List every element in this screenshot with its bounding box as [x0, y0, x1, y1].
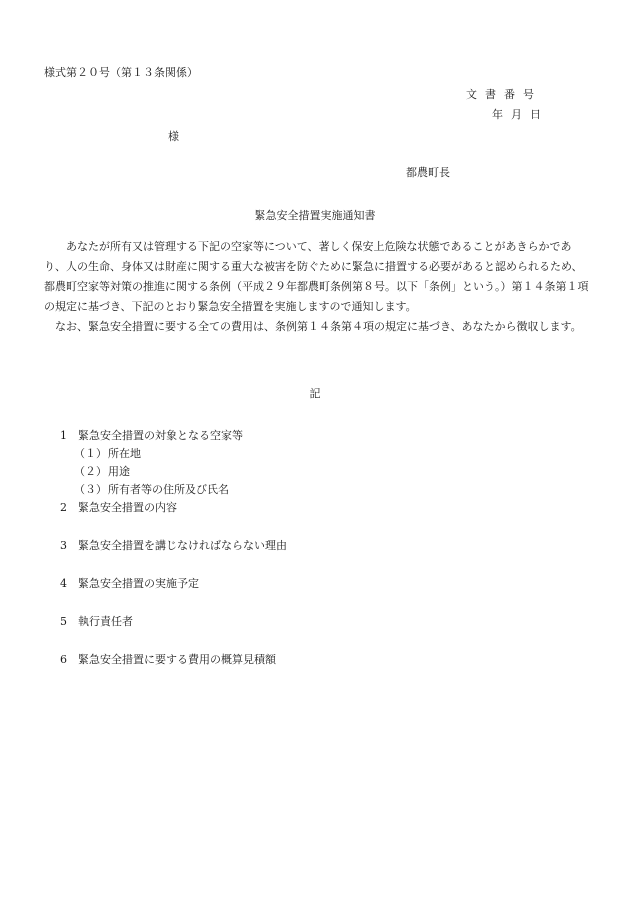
list-item [60, 427, 287, 445]
item-label: 緊急安全措置の対象となる空家等 [78, 429, 243, 442]
date-label: 年月日 [492, 108, 549, 121]
item-number: 3 [60, 539, 67, 552]
item-label: 執行責任者 [78, 615, 133, 628]
sub-item-number: （３） [74, 483, 107, 496]
sub-item-number: （１） [74, 447, 107, 460]
body-paragraph-1: あなたが所有又は管理する下記の空家等について、著しく保安上危険な状態であることがあきらかであり、人の生命、身体又は財産に関する重大な被害を防ぐために緊急に措置する必要があると認められるため、都農町空家等対策の推進に関する条例（平成２９年都農町条例第８号。以下「条例」という。）第１４条第１項の規定に基づき、下記のとおり緊急安全措置を実施しますので通知します。 [44, 240, 589, 313]
sub-item [74, 481, 287, 499]
list-item [60, 613, 287, 631]
sub-item-number: （２） [74, 465, 107, 478]
sub-item-label: 所在地 [108, 447, 141, 460]
addressee-label: 様 [168, 130, 179, 143]
list-item [60, 651, 287, 669]
item-label: 緊急安全措置を講じなければならない理由 [78, 539, 287, 552]
body-paragraph-2: なお、緊急安全措置に要する全ての費用は、条例第１４条第４項の規定に基づき、あなたから徴収します。 [55, 320, 582, 333]
list-item [60, 499, 287, 517]
item-number: 4 [60, 577, 67, 590]
list-item [60, 537, 287, 555]
sub-item-label: 所有者等の住所及び氏名 [108, 483, 229, 496]
item-number: 5 [60, 615, 67, 628]
sender-name: 都農町長 [406, 166, 450, 179]
list-item [60, 575, 287, 593]
item-list [60, 427, 287, 669]
notice-body [44, 237, 592, 337]
document-number-label: 文書番号 [466, 88, 542, 101]
item-number: 2 [60, 501, 67, 514]
item-label: 緊急安全措置の実施予定 [78, 577, 199, 590]
sub-item-label: 用途 [108, 465, 130, 478]
form-number: 様式第２０号（第１３条関係） [44, 66, 198, 79]
item-number: 1 [60, 429, 67, 442]
document-title: 緊急安全措置実施通知書 [254, 209, 376, 222]
item-label: 緊急安全措置に要する費用の概算見積額 [78, 653, 276, 666]
ki-heading: 記 [309, 387, 321, 400]
sub-item [74, 463, 287, 481]
item-number: 6 [60, 653, 67, 666]
item-label: 緊急安全措置の内容 [78, 501, 177, 514]
sub-item [74, 445, 287, 463]
